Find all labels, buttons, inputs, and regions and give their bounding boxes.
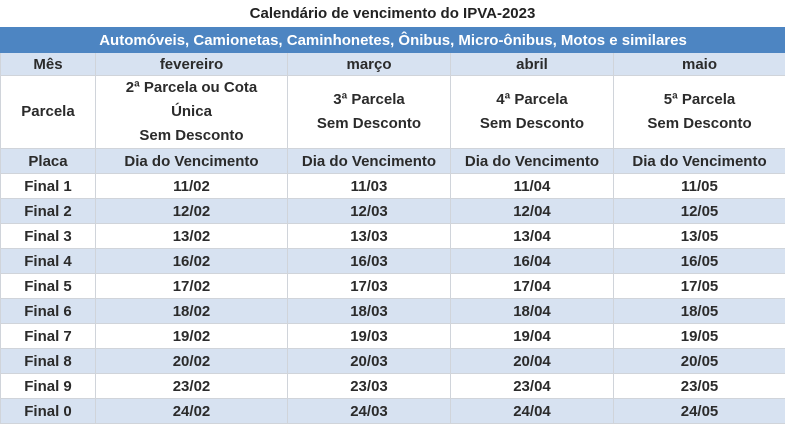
- due-date-cell: 24/02: [96, 399, 288, 424]
- table-row: [1, 199, 785, 224]
- plate-final-cell: Final 9: [1, 374, 96, 399]
- due-date-header: Dia do Vencimento: [451, 149, 614, 174]
- due-date-cell: 12/05: [614, 199, 785, 224]
- due-date-cell: 19/02: [96, 324, 288, 349]
- plate-final-cell: Final 1: [1, 174, 96, 199]
- due-date-cell: 19/04: [451, 324, 614, 349]
- installment-cell: 3ª Parcela Sem Desconto: [288, 76, 451, 149]
- due-date-cell: 19/03: [288, 324, 451, 349]
- due-date-cell: 12/04: [451, 199, 614, 224]
- due-date-cell: 11/03: [288, 174, 451, 199]
- due-date-cell: 13/02: [96, 224, 288, 249]
- month-header-row: [1, 53, 785, 76]
- vehicle-category-banner-row: [1, 28, 785, 53]
- due-date-cell: 11/04: [451, 174, 614, 199]
- page-title: Calendário de vencimento do IPVA-2023: [249, 5, 536, 22]
- due-date-cell: 12/03: [288, 199, 451, 224]
- calendar-body: [1, 28, 785, 174]
- due-date-rows: [1, 174, 785, 424]
- due-date-header: Dia do Vencimento: [96, 149, 288, 174]
- due-date-cell: 24/05: [614, 399, 785, 424]
- month-cell: março: [288, 53, 451, 76]
- plate-final-cell: Final 8: [1, 349, 96, 374]
- table-row: [1, 249, 785, 274]
- due-date-cell: 18/03: [288, 299, 451, 324]
- installment-cell: 5ª Parcela Sem Desconto: [614, 76, 785, 149]
- due-date-cell: 18/04: [451, 299, 614, 324]
- plate-final-cell: Final 7: [1, 324, 96, 349]
- due-date-cell: 20/05: [614, 349, 785, 374]
- due-date-cell: 19/05: [614, 324, 785, 349]
- due-date-cell: 13/03: [288, 224, 451, 249]
- table-row: [1, 224, 785, 249]
- due-date-header: Dia do Vencimento: [288, 149, 451, 174]
- month-cell: maio: [614, 53, 785, 76]
- installment-header-row: [1, 76, 785, 149]
- due-date-cell: 11/02: [96, 174, 288, 199]
- due-date-cell: 18/05: [614, 299, 785, 324]
- month-label: Mês: [1, 53, 96, 76]
- plate-final-cell: Final 3: [1, 224, 96, 249]
- due-date-cell: 16/04: [451, 249, 614, 274]
- due-date-cell: 16/05: [614, 249, 785, 274]
- due-date-cell: 12/02: [96, 199, 288, 224]
- due-date-cell: 13/05: [614, 224, 785, 249]
- table-row: [1, 349, 785, 374]
- table-row: [1, 324, 785, 349]
- table-row: [1, 399, 785, 424]
- installment-cell: 2ª Parcela ou Cota Única Sem Desconto: [96, 76, 288, 149]
- table-row: [1, 174, 785, 199]
- vehicle-category-banner: Automóveis, Camionetas, Caminhonetes, Ônibus, Micro-ônibus, Motos e similares: [1, 28, 785, 53]
- due-date-cell: 20/03: [288, 349, 451, 374]
- plate-final-cell: Final 6: [1, 299, 96, 324]
- due-date-cell: 24/04: [451, 399, 614, 424]
- due-date-cell: 17/05: [614, 274, 785, 299]
- due-date-cell: 20/02: [96, 349, 288, 374]
- table-row: [1, 274, 785, 299]
- due-date-cell: 23/05: [614, 374, 785, 399]
- due-date-cell: 11/05: [614, 174, 785, 199]
- due-date-header: Dia do Vencimento: [614, 149, 785, 174]
- plate-final-cell: Final 0: [1, 399, 96, 424]
- month-cell: abril: [451, 53, 614, 76]
- plate-final-cell: Final 5: [1, 274, 96, 299]
- due-date-cell: 23/04: [451, 374, 614, 399]
- due-date-cell: 17/03: [288, 274, 451, 299]
- installment-label: Parcela: [1, 76, 96, 149]
- installment-cell: 4ª Parcela Sem Desconto: [451, 76, 614, 149]
- due-date-cell: 18/02: [96, 299, 288, 324]
- due-date-cell: 16/03: [288, 249, 451, 274]
- due-date-cell: 17/02: [96, 274, 288, 299]
- due-date-cell: 23/03: [288, 374, 451, 399]
- month-cell: fevereiro: [96, 53, 288, 76]
- due-date-cell: 20/04: [451, 349, 614, 374]
- plate-final-cell: Final 4: [1, 249, 96, 274]
- due-date-cell: 23/02: [96, 374, 288, 399]
- plate-final-cell: Final 2: [1, 199, 96, 224]
- due-date-cell: 24/03: [288, 399, 451, 424]
- due-date-cell: 13/04: [451, 224, 614, 249]
- ipva-calendar-table: [0, 27, 785, 424]
- table-row: [1, 299, 785, 324]
- due-date-cell: 16/02: [96, 249, 288, 274]
- plate-header-row: [1, 149, 785, 174]
- table-row: [1, 374, 785, 399]
- plate-label: Placa: [1, 149, 96, 174]
- due-date-cell: 17/04: [451, 274, 614, 299]
